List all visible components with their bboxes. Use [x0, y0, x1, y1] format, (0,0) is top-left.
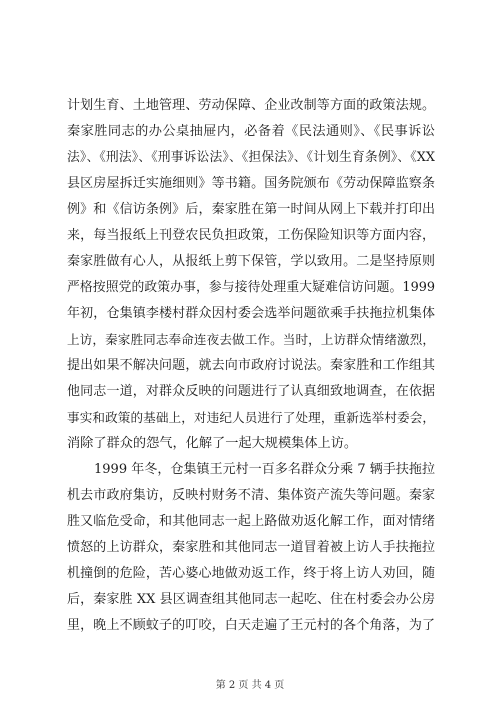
text-line: 他同志一道，对群众反映的问题进行了认真细致地调查，在依据: [67, 384, 435, 399]
text-line: 秦家胜做有心人，从报纸上剪下保管，学以致用。二是坚持原则: [67, 254, 435, 269]
document-body: [67, 93, 435, 639]
text-line: 例》和《信访条例》后，秦家胜在第一时间从网上下载并打印出: [67, 202, 435, 217]
text-line: 法》、《刑法》、《刑事诉讼法》、《担保法》、《计划生育条例》、《XX: [67, 150, 435, 165]
text-line: 事实和政策的基础上，对违纪人员进行了处理，重新选举村委会，: [67, 410, 435, 425]
text-line: 年初，仓集镇李楼村群众因村委会选举问题欲乘手扶拖拉机集体: [67, 306, 435, 321]
text-line: 1999 年冬，仓集镇王元村一百多名群众分乘 7 辆手扶拖拉: [94, 462, 435, 477]
text-line: 县区房屋拆迁实施细则》等书籍。国务院颁布《劳动保障监察条: [67, 176, 435, 191]
text-line: 后，秦家胜 XX 县区调查组其他同志一起吃、住在村委会办公房: [67, 592, 435, 607]
text-line: 秦家胜同志的办公桌抽屉内，必备着《民法通则》、《民事诉讼: [67, 124, 435, 139]
page-number: 第 2 页 共 4 页: [215, 680, 285, 691]
text-line: 提出如果不解决问题，就去向市政府讨说法。秦家胜和工作组其: [67, 358, 435, 373]
text-line: 里，晚上不顾蚊子的叮咬，白天走遍了王元村的各个角落，为了: [67, 618, 435, 633]
text-line: 严格按照党的政策办事，参与接待处理重大疑难信访问题。1999: [67, 280, 435, 295]
paragraph-2: [67, 457, 435, 639]
text-line: 机去市政府集访，反映村财务不清、集体资产流失等问题。秦家: [67, 488, 435, 503]
text-line: 来，每当报纸上刊登农民负担政策，工伤保险知识等方面内容，: [67, 228, 435, 243]
text-line: 消除了群众的怨气，化解了一起大规模集体上访。: [67, 436, 358, 451]
text-line: 计划生育、土地管理、劳动保障、企业改制等方面的政策法规。: [67, 98, 435, 113]
text-line: 上访，秦家胜同志奉命连夜去做工作。当时，上访群众情绪激烈，: [67, 332, 435, 347]
text-line: 胜又临危受命，和其他同志一起上路做劝返化解工作，面对情绪: [67, 514, 435, 529]
text-line: 机撞倒的危险，苦心婆心地做劝返工作，终于将上访人劝回，随: [67, 566, 435, 581]
paragraph-1: [67, 93, 435, 457]
text-line: 愤怒的上访群众，秦家胜和其他同志一道冒着被上访人手扶拖拉: [67, 540, 435, 555]
